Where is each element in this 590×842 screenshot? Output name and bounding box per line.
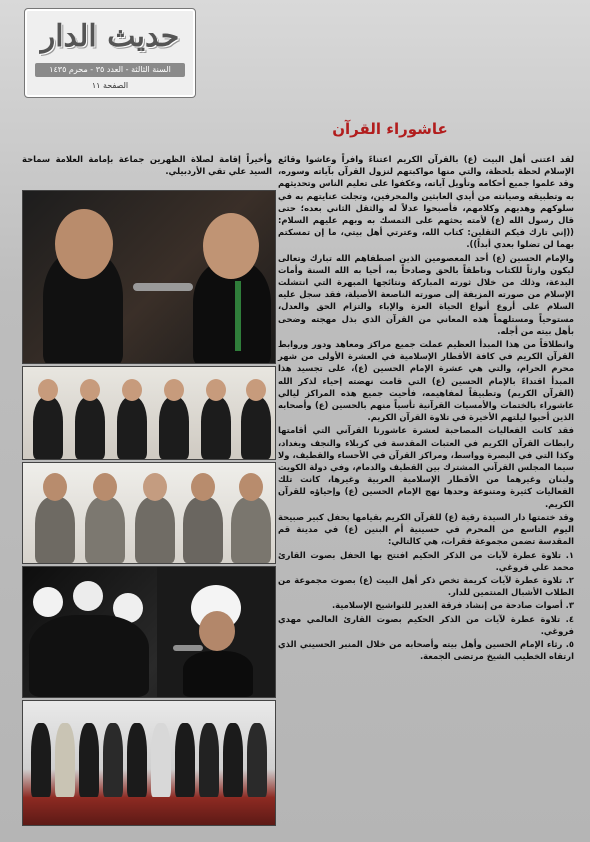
photo-young-students bbox=[22, 366, 276, 460]
photo-caption: وأخيراً إقامة لصلاة الظهرين جماعة بإمامة العلامة سماحة السيد علي تقي الأردبيلي. bbox=[22, 154, 272, 177]
paragraph: فقد كانت الفعاليات المصاحبة لعشرة عاشورنا القرآني التي أقامتها رابطات القرآن الكريم في العتبات المقدسة في كربلاء والنجف وبغداد، وكذا التي في البصرة وواسط، ومراكز القرآن في الأحساء والقطيف، ولا سيما المجلس القرآني المشترك بين القطيف والدمام، وفي دولة الكويت ولبنان وغيرهما من الأقطار الإسلامية العربية وغيرها، كانت تلك الفعاليات كثيرة ومتنوعة وحدها نهج الإمام الحسين (ع) وإحياؤه للقرآن الكريم. bbox=[278, 425, 574, 509]
list-item: ٢. تلاوة عطرة لآيات كريمة تخص ذكر أهل البيت (ع) بصوت مجموعة من الطلاب الأشبال المنتمين للدار. bbox=[278, 574, 574, 598]
article-body bbox=[278, 153, 574, 833]
list-item: ٤. تلاوة عطرة لآيات من الذكر الحكيم بصوت القارئ العالمي مهدي فروغي. bbox=[278, 613, 574, 636]
photo-reciters-microphones bbox=[22, 190, 276, 364]
photo-group-performers bbox=[22, 462, 276, 564]
page-number: الصفحة ١١ bbox=[91, 81, 129, 90]
issue-info: السنة الثالثة - العدد ٣٥ - محرم ١٤٣٥ bbox=[35, 63, 185, 77]
photo-congregational-prayer bbox=[22, 700, 276, 826]
article-title: عاشوراء القرآن bbox=[332, 120, 448, 138]
list-item: ١. تلاوة عطرة لآيات من الذكر الحكيم افتتح بها الحفل بصوت القارئ محمد علي فروغي. bbox=[278, 549, 574, 572]
list-item: ٥. رثاء الإمام الحسين وأهل بيته وأصحابه من خلال المنبر الحسيني الذي ارتقاه الخطيب الشيخ مرتضى الجمعة. bbox=[278, 638, 574, 662]
paragraph: وقد ختمتها دار السيدة رقية (ع) للقرآن الكريم بقيامها بحفل كبير صبيحة اليوم التاسع من المحرم في حسينية أم البنين (ع) في مدينة قم المقدسة تضمن مجموعة فقرات، هي كالتالي: bbox=[278, 511, 574, 547]
list-item: ٣. أصوات صادحة من إنشاد فرقة الغدير للتواشيح الإسلامية. bbox=[331, 600, 574, 611]
paragraph: والإمام الحسين (ع) أحد المعصومين الذين اصطفاهم الله تبارك وتعالى ليكون وارثاً للكتاب وناطقاً بالحق وصادحاً به، أحيا به الله السنة وأمات البدعة، وذلك من خلال ثورته المباركة ونتائجها المبهرة التي انتشلت الإسلام من صورته المزيفة إلى صورته الناصعة الأصيلة، فقد سجل عليه السلام على أروع أنواع الحياة العزة والإباء والتزام الحق والعدل، مستوحياً ومستلهماً هذه المعاني من القرآن الذي بذل مهجته وضحى بأهل بيته من أجله. bbox=[278, 252, 574, 336]
masthead-logo bbox=[24, 8, 196, 98]
paragraph: وانطلاقاً من هذا المبدأ العظيم عملت جميع مراكز ومعاهد ودور وروابط القرآن الكريم في كافة الأقطار الإسلامية في العشرة الأولى من شهر محرم الحرام، والتي هي عشرة الإمام الحسين (ع)، على تجسيد هذا المبدأ اقتداءً بالإمام الحسين (ع) التي قامت نهضته إحياء لذكر الله (القرآن الكريم) وتطبيقاً لمفاهيمه، فأحيت جميع هذه المراكز ليالي عاشوراء بالختمات والأمسيات القرآنية تأسياً منهم بالحسين (ع) وأصحابه الذين أحيوا ليلتهم الأخيرة في تلاوة القرآن الكريم. bbox=[278, 339, 574, 423]
photo-clerics-speaker bbox=[22, 566, 276, 698]
paragraph: لقد اعتنى أهل البيت (ع) بالقرآن الكريم اعتناءً وافراً وعاشوا وقائع الإسلام لحظة بلحظة، والتي منها مواكبتهم لنزول القرآن بآياته وسوره، وقد علموا جميع أحكامه وتأويل آياته، وعكفوا على تعليم الناس وتحديثهم به وتطبيقه وصيانته من أيدي العابثين والمحرفين، وتجلت عنايتهم به في سلوكهم وهديهم وكلامهم، فأصبحوا عدلاً له والثقل الثاني بعده؛ حتى قال رسول الله (ع) لأمته يحثهم على التمسك به وبهم عليهم السلام: ((إني تارك فيكم الثقلين: كتاب الله، وعترتي أهل بيتي، ما إن تمسكتم بهما لن تضلوا بعدي أبداً)). bbox=[278, 154, 574, 250]
magazine-title: حديث الدار bbox=[40, 19, 180, 54]
